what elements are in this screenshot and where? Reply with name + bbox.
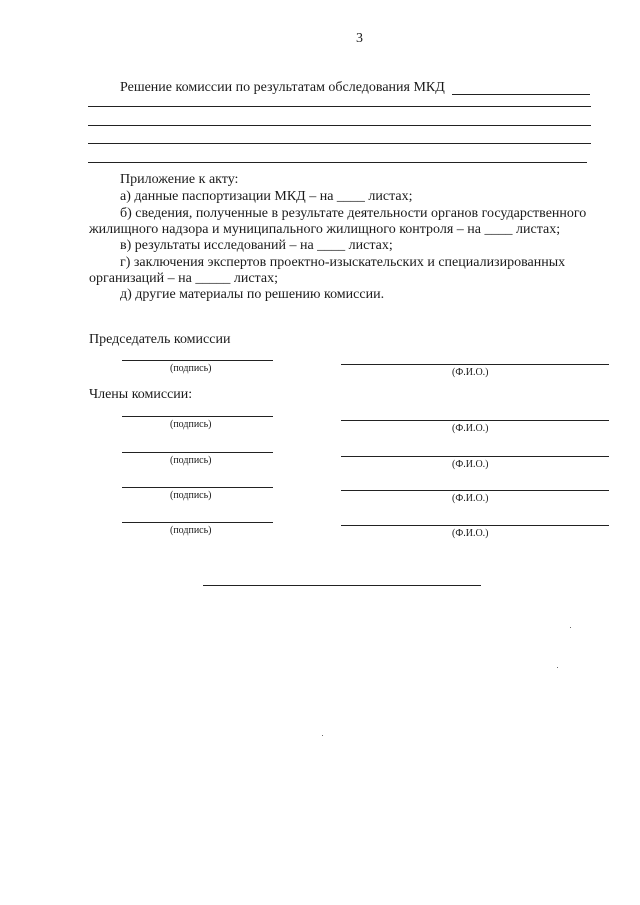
member-name-caption: (Ф.И.О.) xyxy=(452,459,489,470)
decision-blank-line-1 xyxy=(452,94,590,95)
scan-speck xyxy=(570,627,571,628)
member-signature-caption: (подпись) xyxy=(170,455,212,466)
decision-blank-line-3 xyxy=(88,125,591,126)
appendix-item-a: а) данные паспортизации МКД – на ____ листах; xyxy=(120,189,413,204)
chairman-signature-caption: (подпись) xyxy=(170,363,212,374)
appendix-item-d: г) заключения экспертов проектно-изыскательских и специализированных xyxy=(120,255,566,270)
decision-label: Решение комиссии по результатам обследования МКД xyxy=(120,80,445,95)
page-number: 3 xyxy=(356,31,363,46)
chairman-name-line xyxy=(341,364,609,365)
appendix-title: Приложение к акту: xyxy=(120,172,239,187)
member-signature-caption: (подпись) xyxy=(170,419,212,430)
member-name-line xyxy=(341,525,609,526)
chairman-name-caption: (Ф.И.О.) xyxy=(452,367,489,378)
members-label: Члены комиссии: xyxy=(89,387,193,402)
appendix-item-b-cont: жилищного надзора и муниципального жилищного контроля – на ____ листах; xyxy=(89,222,561,237)
scan-speck xyxy=(322,735,323,736)
member-name-caption: (Ф.И.О.) xyxy=(452,423,489,434)
decision-blank-line-2 xyxy=(88,106,591,107)
chairman-label: Председатель комиссии xyxy=(89,332,231,347)
member-signature-line xyxy=(122,487,273,488)
member-name-line xyxy=(341,420,609,421)
closing-separator-line xyxy=(203,585,481,586)
member-name-line xyxy=(341,456,609,457)
member-signature-line xyxy=(122,416,273,417)
member-signature-caption: (подпись) xyxy=(170,490,212,501)
appendix-item-d-cont: организаций – на _____ листах; xyxy=(89,271,278,286)
member-signature-caption: (подпись) xyxy=(170,525,212,536)
member-signature-line xyxy=(122,522,273,523)
scan-speck xyxy=(557,667,558,668)
decision-blank-line-5 xyxy=(88,162,587,163)
member-name-caption: (Ф.И.О.) xyxy=(452,528,489,539)
member-name-caption: (Ф.И.О.) xyxy=(452,493,489,504)
appendix-item-c: в) результаты исследований – на ____ листах; xyxy=(120,238,393,253)
decision-blank-line-4 xyxy=(88,143,591,144)
member-signature-line xyxy=(122,452,273,453)
member-name-line xyxy=(341,490,609,491)
appendix-item-e: д) другие материалы по решению комиссии. xyxy=(120,287,385,302)
appendix-item-b: б) сведения, полученные в результате деятельности органов государственного xyxy=(120,206,587,221)
chairman-signature-line xyxy=(122,360,273,361)
